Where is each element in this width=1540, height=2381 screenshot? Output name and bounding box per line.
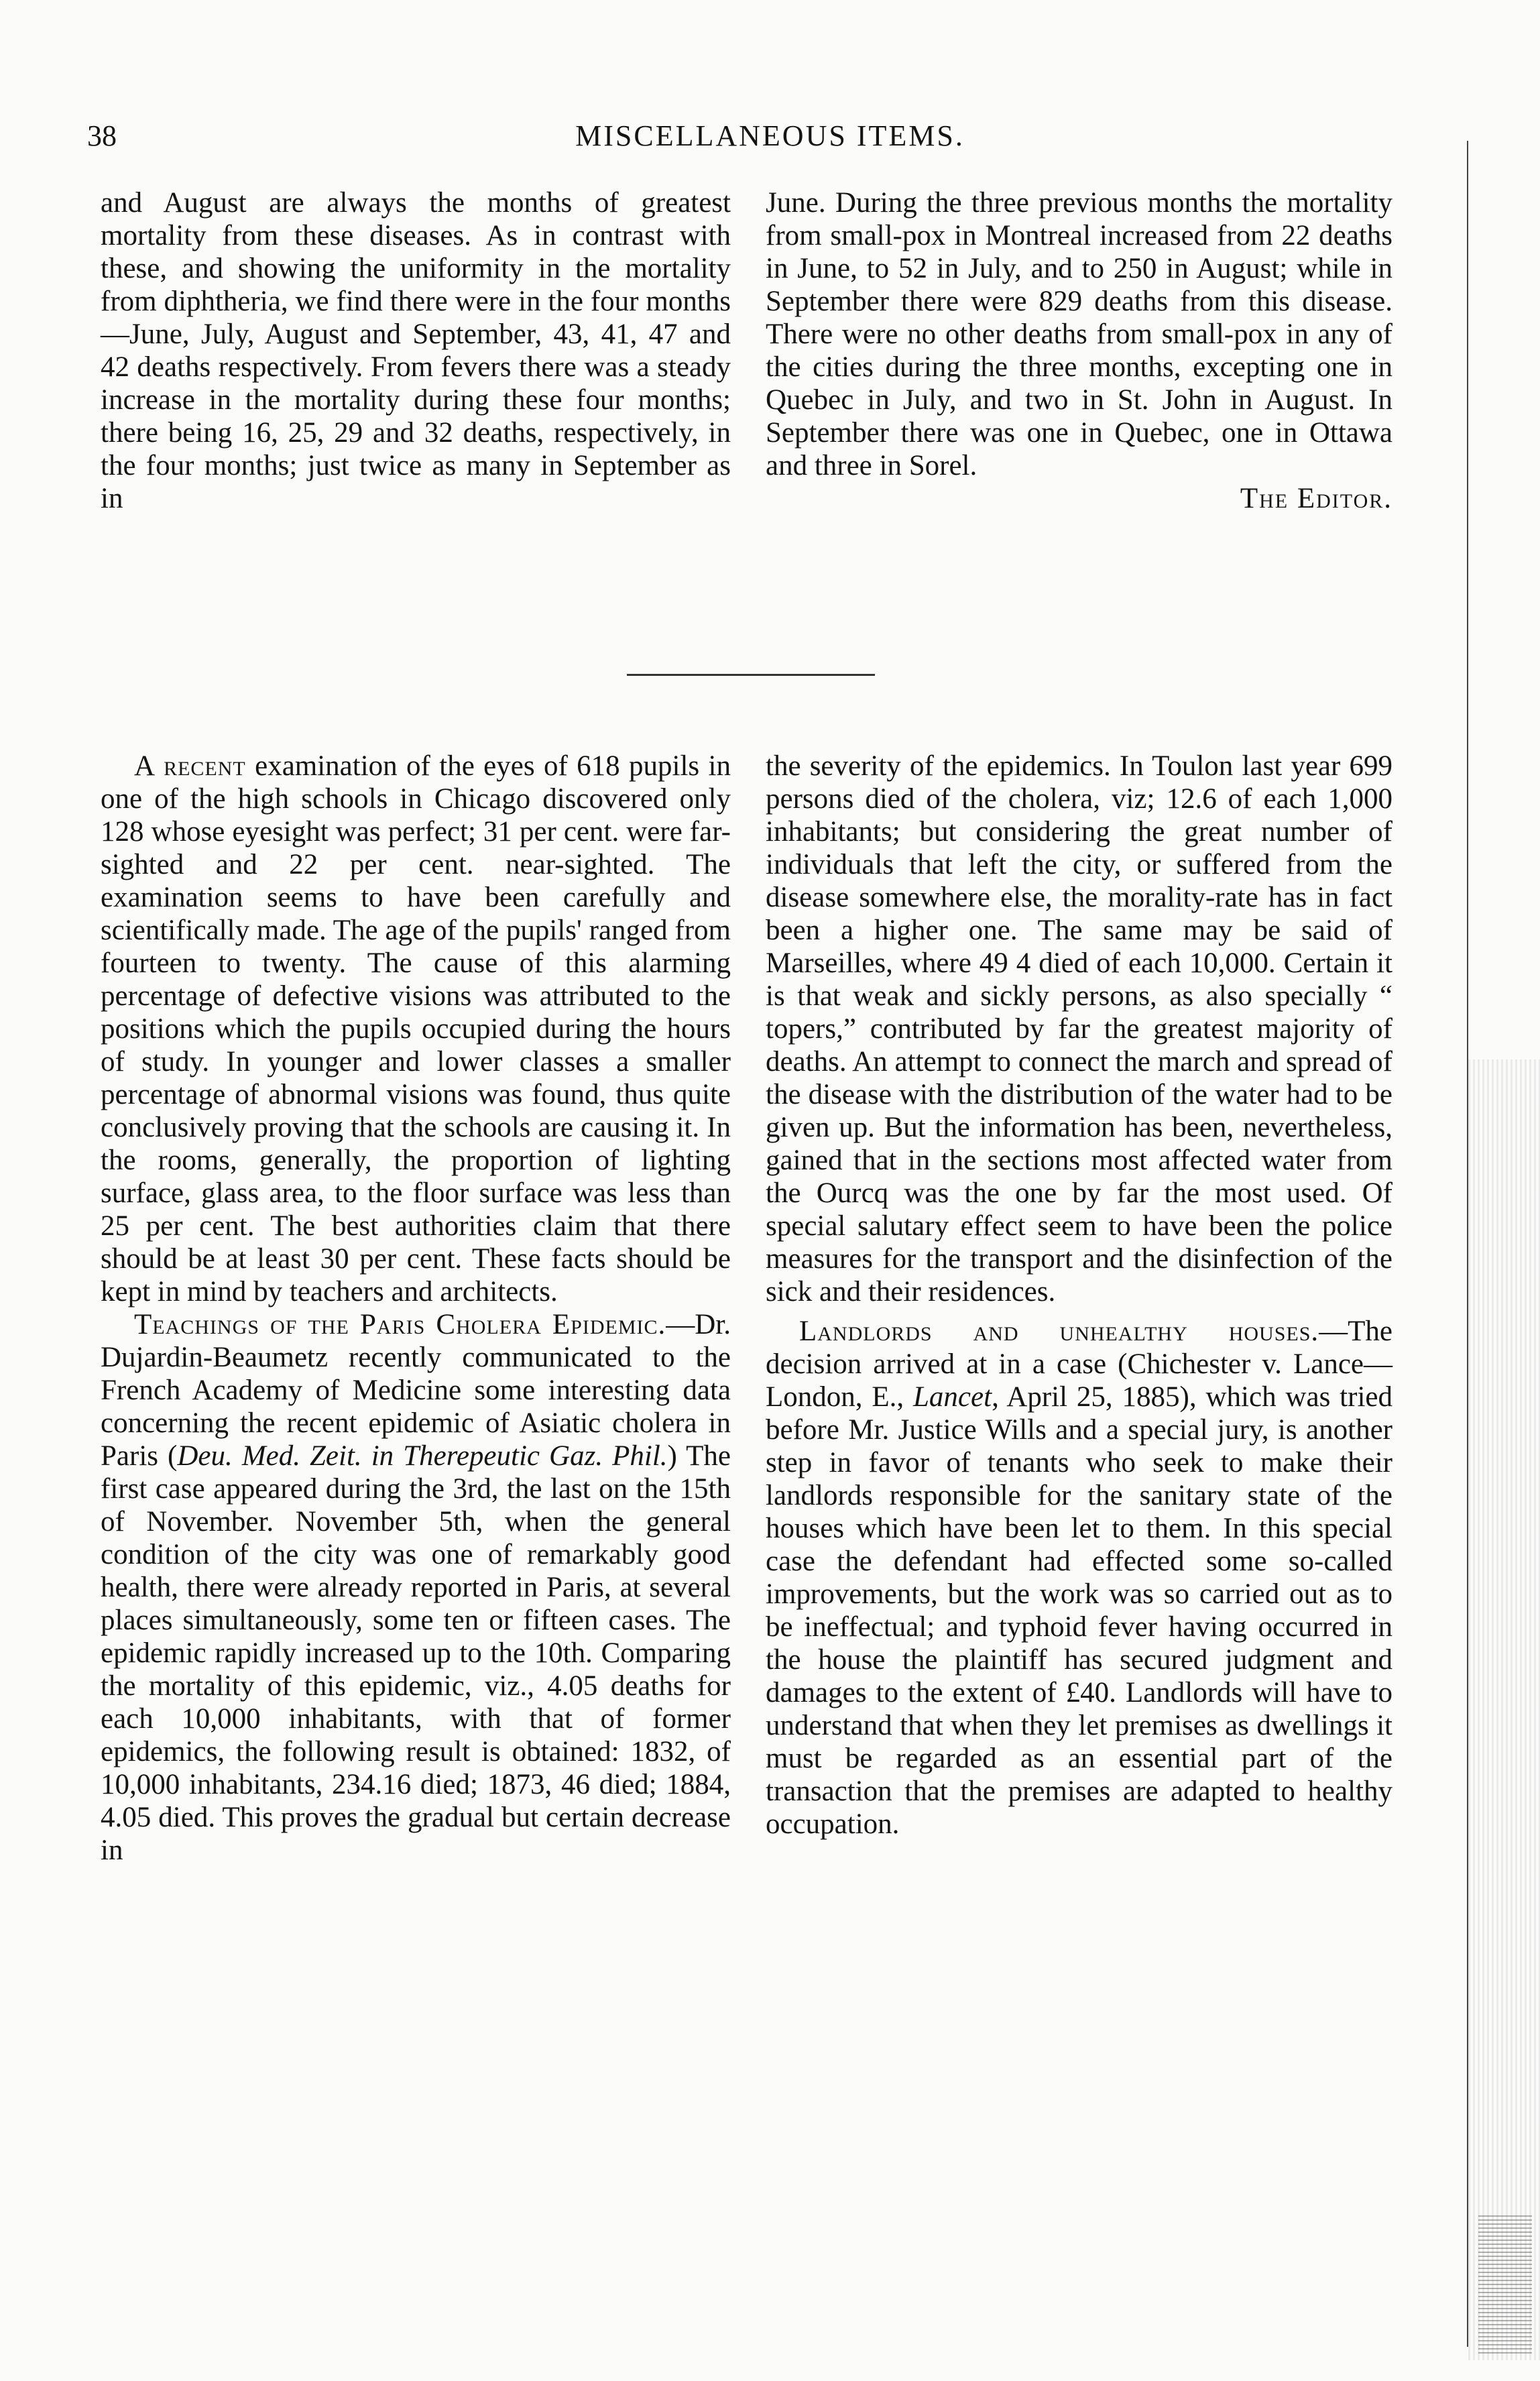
lancet-citation: Lancet (913, 1381, 992, 1413)
fever-mortality-paragraph: and August are always the months of greatest mortality from these diseases. As in contrast with these, and showing the uniformity in the mortality from diphtheria, we find there were in the four months—June, July, August and September, 43, 41, 47 and 42 deaths respectively. From fevers there was a steady increase in the mortality during these four months; there being 16, 25, 29 and 32 deaths, respectively, in the four months; just twice as many in September as in (101, 187, 731, 514)
eyesight-lead-words: A recent (134, 750, 246, 782)
bottom-left-column (101, 750, 731, 1867)
landlords-heading: Landlords and unhealthy houses. (799, 1316, 1319, 1347)
cholera-body-continued: ) The first case appeared during the 3rd, the last on the 15th of November. November 5th, when the general condition of the city was one of remarkably good health, there were already reported in Paris, at several places simultaneously, some ten or fifteen cases. The epidemic rapidly increased up to the 10th. Comparing the mortality of this epidemic, viz., 4.05 deaths for each 10,000 inhabitants, with that of former epidemics, the following result is obtained: 1832, of 10,000 inhabitants, 234.16 died; 1873, 46 died; 1884, 4.05 died. This proves the gradual but certain decrease in (101, 1440, 731, 1866)
landlords-body-continued: , April 25, 1885), which was tried before Mr. Justice Wills and a special jury, is another step in favor of tenants who seek to make their landlords responsible for the sanitary state of the houses which have been let to them. In this special case the defendant had effected some so-called improvements, but the work was so carried out as to be ineffectual; and typhoid fever having occurred in the house the plaintiff has secured judgment and damages to the extent of £40. Landlords will have to understand that when they let premises as dwellings it must be regarded as an essential part of the transaction that the premises are adapted to healthy occupation. (766, 1381, 1393, 1840)
cholera-paragraph (101, 1308, 731, 1867)
landlords-body-start: —The decision arrived at in a case (Chichester v. Lance—London, E., (766, 1316, 1393, 1413)
top-left-column (101, 186, 731, 515)
page-edge-shading (1468, 1059, 1540, 2360)
page-edge-shading-dark (1478, 2213, 1532, 2354)
landlords-paragraph (766, 1315, 1393, 1841)
cholera-citation: Deu. Med. Zeit. in Therepeutic Gaz. Phil. (177, 1440, 668, 1472)
eyesight-paragraph (101, 750, 731, 1308)
editor-signature: The Editor. (1240, 483, 1393, 514)
cholera-heading: Teachings of the Paris Cholera Epidemic. (134, 1309, 666, 1340)
page-number: 38 (87, 119, 117, 152)
smallpox-paragraph: June. During the three previous months the mortality from small-pox in Montreal increased from 22 deaths in June, to 52 in July, and to 250 in August; while in September there were 829 deaths from this disease. There were no other deaths from small-pox in any of the cities during the three months, excepting one in Quebec in July, and two in St. John in August. In September there was one in Quebec, one in Ottawa and three in Sorel. (766, 187, 1393, 481)
top-right-column (766, 186, 1393, 515)
eyesight-body: examination of the eyes of 618 pupils in one of the high schools in Chicago discovered only 128 whose eyesight was perfect; 31 per cent. were far-sighted and 22 per cent. near-sighted. The examination seems to have been carefully and scientifically made. The age of the pupils' ranged from fourteen to twenty. The cause of this alarming percentage of defective visions was attributed to the positions which the pupils occupied during the hours of study. In younger and lower classes a smaller percentage of abnormal visions was found, thus quite conclusively proving that the schools are causing it. In the rooms, generally, the proportion of lighting surface, glass area, to the floor surface was less than 25 per cent. The best authorities claim that there should be at least 30 per cent. These facts should be kept in mind by teachers and architects. (101, 750, 731, 1308)
bottom-right-column (766, 750, 1393, 1841)
running-head: MISCELLANEOUS ITEMS. (575, 119, 965, 152)
section-divider-rule (627, 674, 875, 676)
cholera-body-start: —Dr. Dujardin-Beaumetz recently communicated to the French Academy of Medicine some interesting data concerning the recent epidemic of Asiatic cholera in Paris ( (101, 1309, 731, 1472)
cholera-paragraph-continued: the severity of the epidemics. In Toulon last year 699 persons died of the cholera, viz; 12.6 of each 1,000 inhabitants; but considering the great number of individuals that left the city, or suffered from the disease somewhere else, the morality-rate has in fact been a higher one. The same may be said of Marseilles, where 49 4 died of each 10,000. Certain it is that weak and sickly persons, as also specially “ topers,” contributed by far the greatest majority of deaths. An attempt to connect the march and spread of the disease with the distribution of the water had to be given up. But the information has been, nevertheless, gained that in the sections most affected water from the Ourcq was the one by far the most used. Of special salutary effect seem to have been the police measures for the transport and the disinfection of the sick and their residences. (766, 750, 1393, 1308)
